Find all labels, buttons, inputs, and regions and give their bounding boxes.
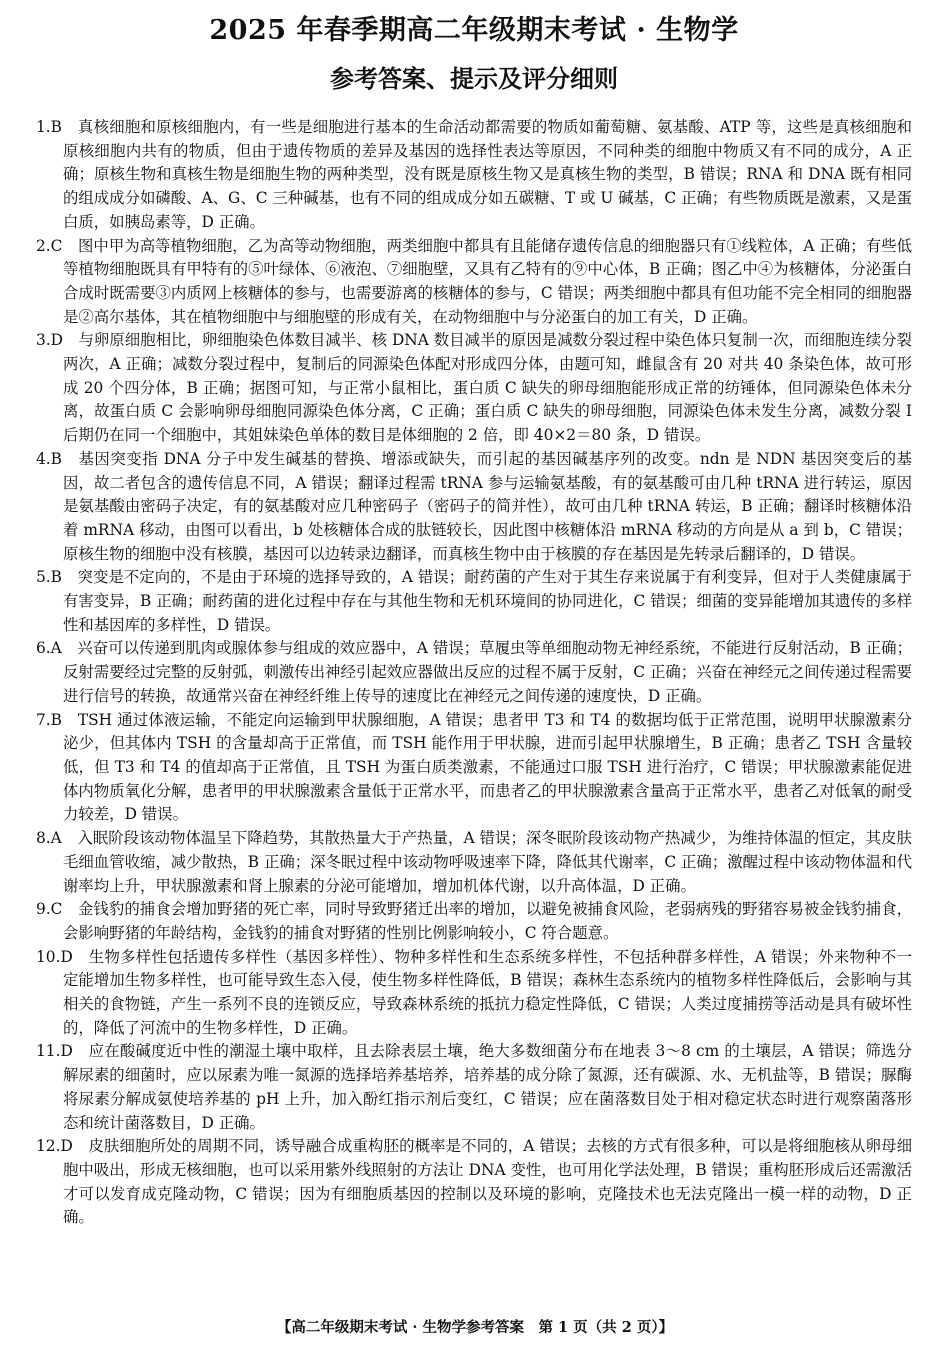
answer-explanation: 真核细胞和原核细胞内，有一些是细胞进行基本的生命活动都需要的物质如葡萄糖、氨基酸、ATP 等，这些是真核细胞和原核细胞内共有的物质，但由于遗传物质的差异及基因的选择性表达等原因，不同种类的细胞中物质又有不同的成分，A 正确；原核生物和真核生物是细胞生物的两种类型，没有既是原核生物又是真核生物的类型，B 错误；RNA 和 DNA 既有相同的组成成分如磷酸、A、G、C 三种碱基，也有不同的组成成分如五碳糖、T 或 U 碱基，C 正确；有些物质既是激素，又是蛋白质，如胰岛素等，D 正确。 — [63, 118, 912, 231]
answer-item — [36, 116, 912, 235]
answer-item — [36, 566, 912, 637]
answer-explanation: 与卵原细胞相比，卵细胞染色体数目减半、核 DNA 数目减半的原因是减数分裂过程中染色体只复制一次，而细胞连续分裂两次，A 正确；减数分裂过程中，复制后的同源染色体配对形成四分体，由题可知，雌鼠含有 20 对共 40 条染色体，故可形成 20 个四分体，B 正确；据图可知，与正常小鼠相比，蛋白质 C 缺失的卵母细胞能形成正常的纺锤体，但同源染色体未分离，故蛋白质 C 会影响卵母细胞同源染色体分离，C 正确；蛋白质 C 缺失的卵母细胞，同源染色体未发生分离，减数分裂 Ⅰ 后期仍在同一个细胞中，其姐妹染色单体的数目是体细胞的 2 倍，即 40×2＝80 条，D 错误。 — [63, 331, 912, 445]
answer-number: 2.C — [36, 236, 63, 255]
answer-explanation: 金钱豹的捕食会增加野猪的死亡率，同时导致野猪迁出率的增加，以避免被捕食风险，老弱病残的野猪容易被金钱豹捕食，会影响野猪的年龄结构，金钱豹的捕食对野猪的性别比例影响较小，C 符合题意。 — [63, 900, 912, 942]
answer-explanation: TSH 通过体液运输，不能定向运输到甲状腺细胞，A 错误；患者甲 T3 和 T4 的数据均低于正常范围，说明甲状腺激素分泌少，但其体内 TSH 的含量却高于正常值，而 TSH 能作用于甲状腺，进而引起甲状腺增生，B 正确；患者乙 TSH 含量较低，但 T3 和 T4 的值却高于正常值，且 TSH 为蛋白质类激素，不能通过口服 TSH 进行治疗，C 错误；甲状腺激素能促进体内物质氧化分解，患者甲的甲状腺激素含量低于正常水平，而患者乙的甲状腺激素含量高于正常水平，患者乙对低氧的耐受力较差，D 错误。 — [63, 710, 912, 824]
answer-explanation: 应在酸碱度近中性的潮湿土壤中取样，且去除表层土壤，绝大多数细菌分布在地表 3～8 cm 的土壤层，A 错误；筛选分解尿素的细菌时，应以尿素为唯一氮源的选择培养基培养，培养基的成分除了氮源，还有碳源、水、无机盐等，B 错误；脲酶将尿素分解成氨使培养基的 pH 上升，加入酚红指示剂后变红，C 错误；应在菌落数目处于相对稳定状态时进行观察菌落形态和统计菌落数目，D 正确。 — [63, 1042, 912, 1132]
answer-number: 10.D — [36, 947, 73, 966]
answer-explanation: 突变是不定向的，不是由于环境的选择导致的，A 错误；耐药菌的产生对于其生存来说属于有利变异，但对于人类健康属于有害变异，B 正确；耐药菌的进化过程中存在与其他生物和无机环境间的协同进化，C 错误；细菌的变异能增加其遗传的多样性和基因库的多样性，D 错误。 — [63, 568, 912, 634]
answer-item — [36, 1040, 912, 1135]
answer-item — [36, 235, 912, 330]
page-subtitle: 参考答案、提示及评分细则 — [330, 64, 618, 93]
answer-explanation: 图中甲为高等植物细胞，乙为高等动物细胞，两类细胞中都具有且能储存遗传信息的细胞器只有①线粒体，A 正确；有些低等植物细胞既具有甲特有的⑤叶绿体、⑥液泡、⑦细胞壁，又具有乙特有的⑨中心体，B 正确；图乙中④为核糖体，分泌蛋白合成时既需要③内质网上核糖体的参与，也需要游离的核糖体的参与，C 错误；两类细胞中都具有但功能不完全相同的细胞器是②高尔基体，其在植物细胞中与细胞壁的形成有关，在动物细胞中与分泌蛋白的加工有关，D 正确。 — [63, 236, 912, 326]
answer-number: 12.D — [36, 1137, 73, 1156]
answer-number: 8.A — [36, 829, 62, 848]
answer-item — [36, 1135, 912, 1230]
page-title: 2025 年春季期高二年级期末考试 · 生物学 — [209, 15, 739, 46]
answer-number: 4.B — [36, 449, 62, 468]
answer-item — [36, 946, 912, 1041]
answer-item — [36, 448, 912, 567]
answer-list — [36, 116, 912, 1230]
answer-number: 7.B — [36, 710, 62, 729]
answer-number: 5.B — [36, 568, 62, 587]
answer-item — [36, 827, 912, 898]
answer-item — [36, 709, 912, 828]
answer-explanation: 生物多样性包括遗传多样性（基因多样性）、物种多样性和生态系统多样性，不包括种群多样性，A 错误；外来物种不一定能增加生物多样性，也可能导致生态入侵，使生物多样性降低，B 错误；森林生态系统内的植物多样性降低后，会影响与其相关的食物链，产生一系列不良的连锁反应，导致森林系统的抵抗力稳定性降低，C 错误；人类过度捕捞等活动是具有破坏性的，降低了河流中的生物多样性，D 正确。 — [63, 947, 912, 1037]
answer-number: 6.A — [36, 639, 62, 658]
answer-explanation: 皮肤细胞所处的周期不同，诱导融合成重构胚的概率是不同的，A 错误；去核的方式有很多种，可以是将细胞核从卵母细胞中吸出，形成无核细胞，也可以采用紫外线照射的方法让 DNA 变性，也可用化学法处理，B 错误；重构胚形成后还需激活才可以发育成克隆动物，C 错误；因为有细胞质基因的控制以及环境的影响，克隆技术也无法克隆出一模一样的动物，D 正确。 — [63, 1137, 912, 1227]
answer-explanation: 兴奋可以传递到肌肉或腺体参与组成的效应器中，A 错误；草履虫等单细胞动物无神经系统，不能进行反射活动，B 正确；反射需要经过完整的反射弧，刺激传出神经引起效应器做出反应的过程不属于反射，C 正确；兴奋在神经元之间传递过程需要进行信号的转换，故通常兴奋在神经纤维上传导的速度比在神经元之间传递的速度快，D 正确。 — [63, 639, 912, 705]
answer-explanation: 基因突变指 DNA 分子中发生碱基的替换、增添或缺失，而引起的基因碱基序列的改变。ndn 是 NDN 基因突变后的基因，故二者包含的遗传信息不同，A 错误；翻译过程需 tRNA 参与运输氨基酸，有的氨基酸可由几种 tRNA 进行转运，原因是氨基酸由密码子决定，有的氨基酸对应几种密码子（密码子的简并性），故可由几种 tRNA 转运，B 正确；翻译时核糖体沿着 mRNA 移动，由图可以看出，b 处核糖体合成的肽链较长，因此图中核糖体沿 mRNA 移动的方向是从 a 到 b，C 错误；原核生物的细胞中没有核膜，基因可以边转录边翻译，而真核生物中由于核膜的存在基因是先转录后翻译的，D 错误。 — [63, 449, 912, 563]
answer-item — [36, 898, 912, 945]
answer-explanation: 入眠阶段该动物体温呈下降趋势，其散热量大于产热量，A 错误；深冬眠阶段该动物产热减少，为维持体温的恒定，其皮肤毛细血管收缩，减少散热，B 正确；深冬眠过程中该动物呼吸速率下降，降低其代谢率，C 正确；激醒过程中该动物体温和代谢率均上升，甲状腺激素和肾上腺素的分泌可能增加，增加机体代谢，以升高体温，D 正确。 — [63, 829, 912, 895]
answer-number: 11.D — [36, 1042, 73, 1061]
answer-number: 3.D — [36, 331, 64, 350]
answer-item — [36, 637, 912, 708]
answer-item — [36, 329, 912, 448]
answer-number: 9.C — [36, 900, 63, 919]
answer-number: 1.B — [36, 118, 62, 136]
page-footer: 【高二年级期末考试 · 生物学参考答案 第 1 页（共 2 页）】 — [276, 1319, 674, 1336]
